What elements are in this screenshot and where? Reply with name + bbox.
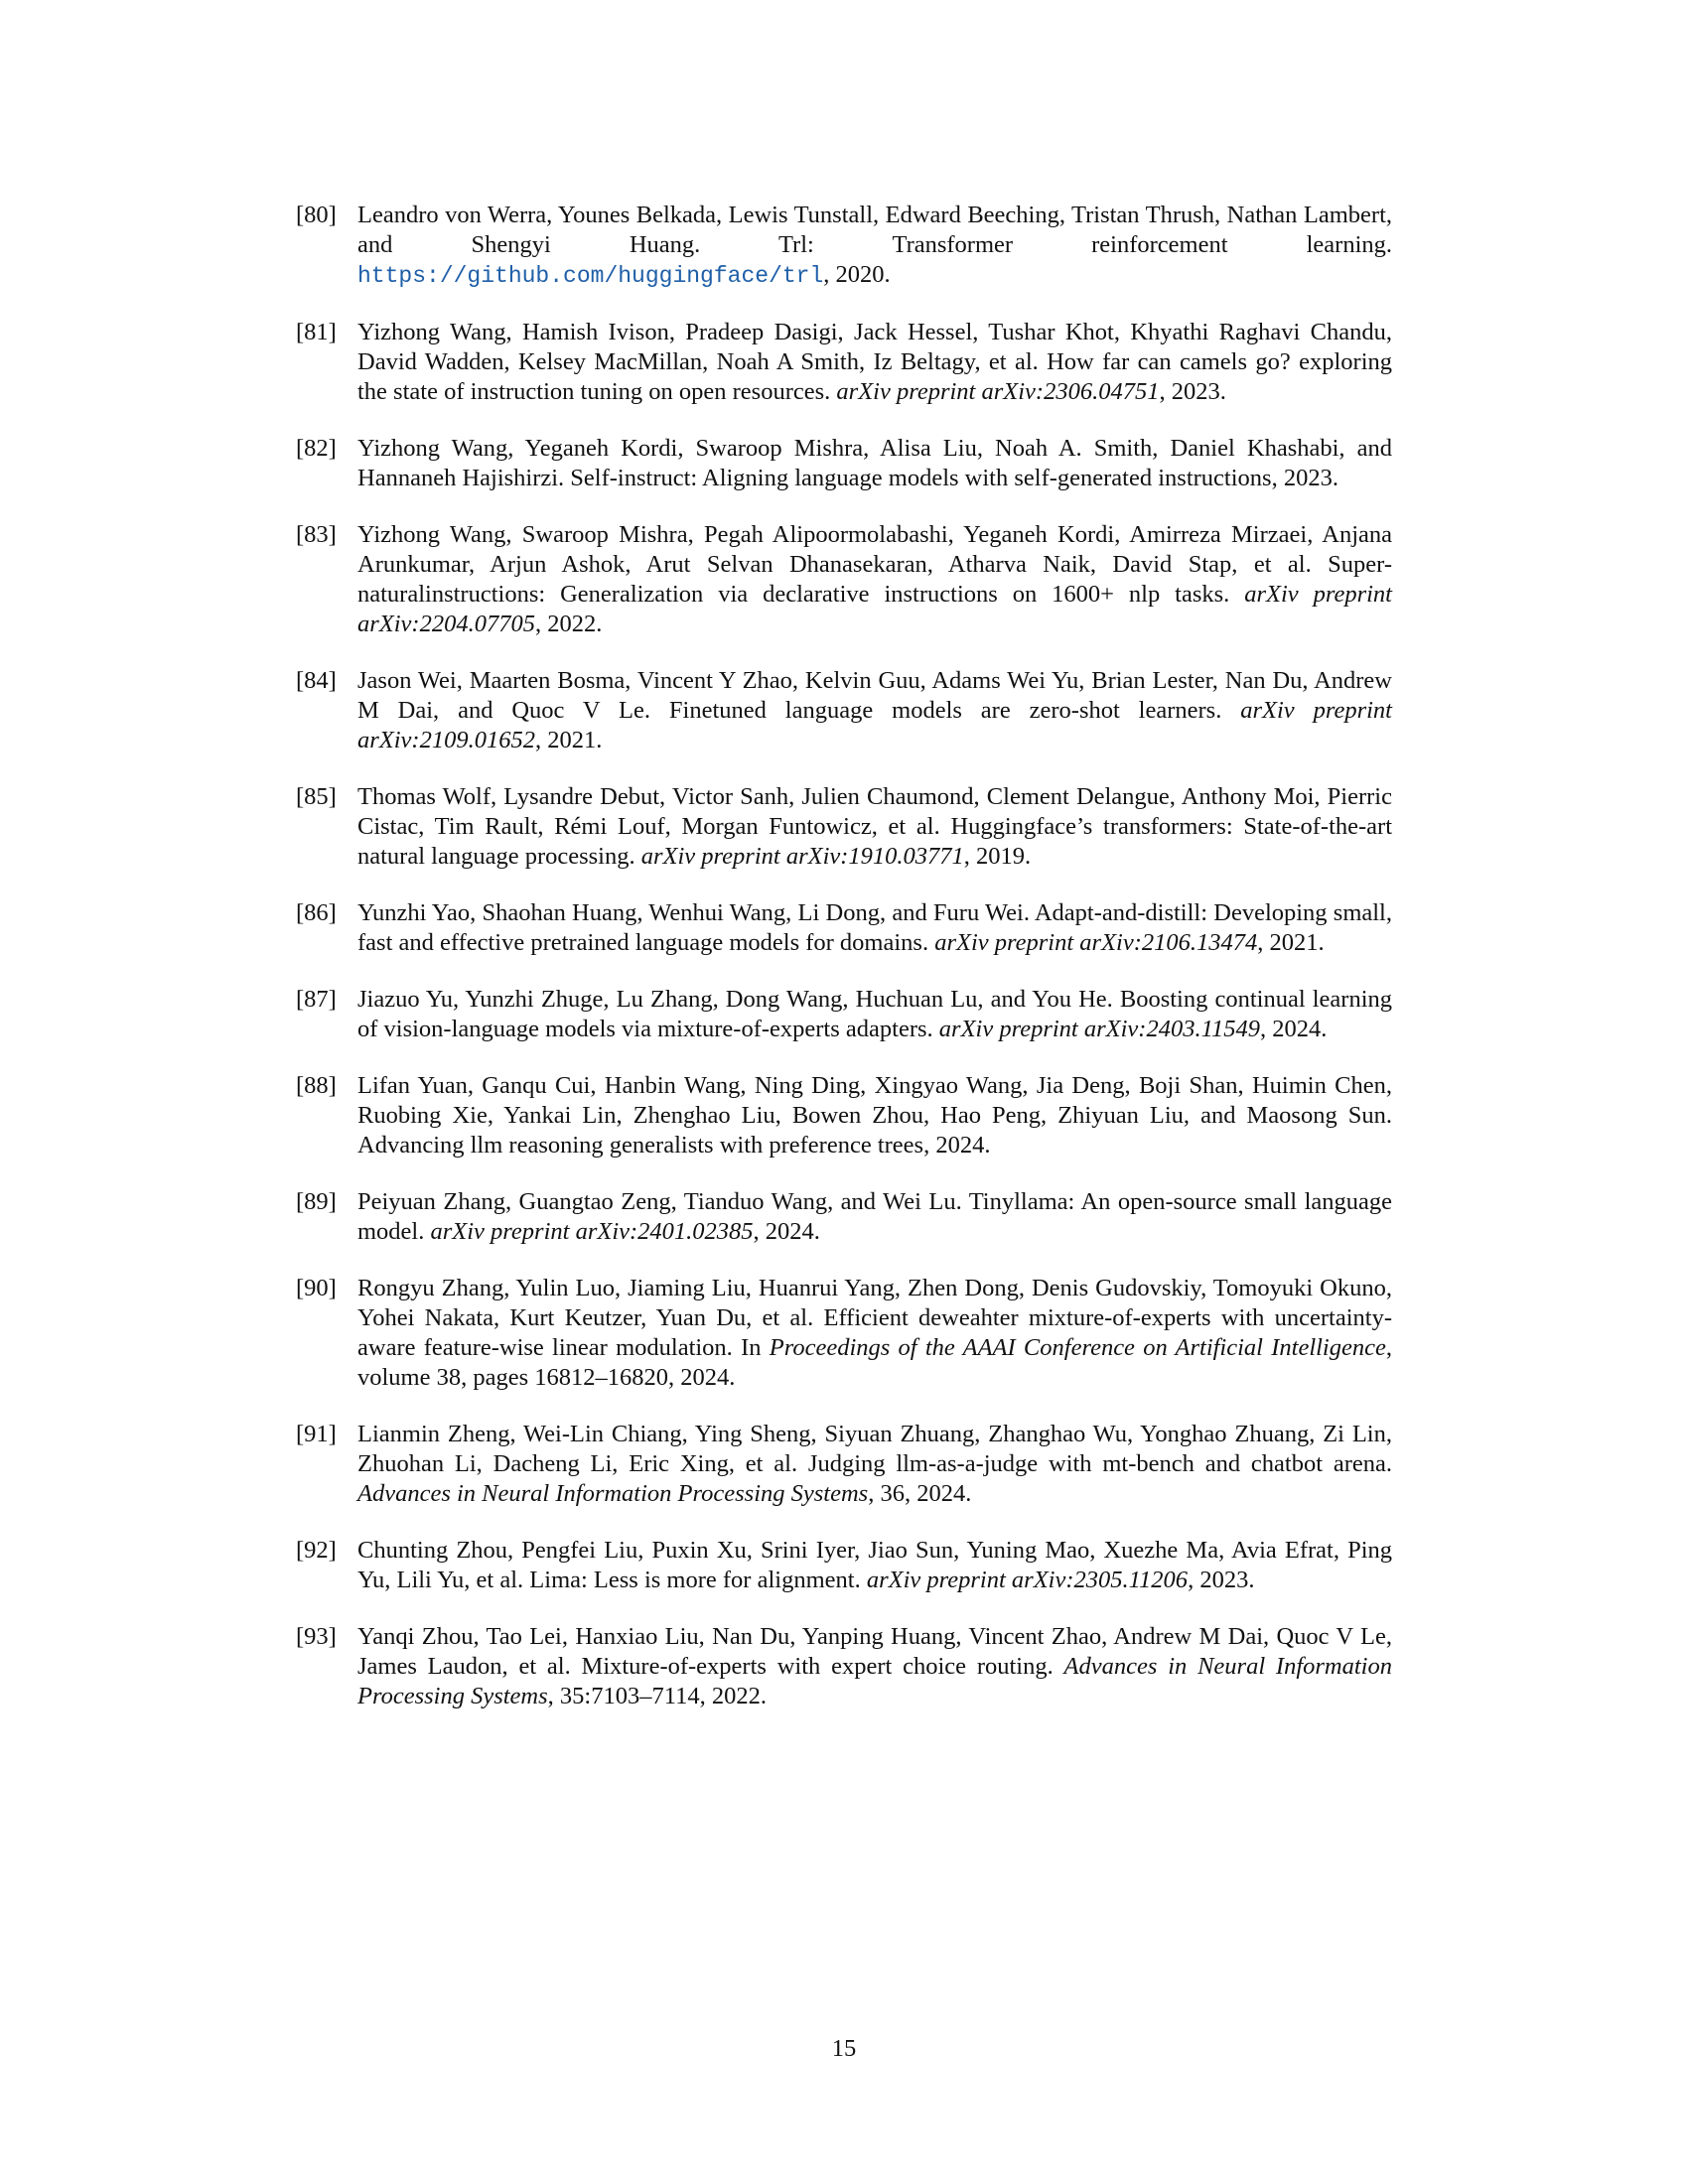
reference-venue: arXiv preprint arXiv:2204.07705	[357, 581, 1392, 637]
reference-segment: Yizhong Wang, Hamish Ivison, Pradeep Dasigi, Jack Hessel, Tushar Khot, Khyathi Raghavi Chandu, David Wadden, Kelsey MacMillan, Noah A Smith, Iz Beltagy, et al. How far can camels go? exploring the state of instruction tuning on open resources.	[357, 319, 1392, 405]
reference-item	[296, 1536, 1392, 1595]
reference-segment: Leandro von Werra, Younes Belkada, Lewis Tunstall, Edward Beeching, Tristan Thrush, Nathan Lambert, and Shengyi Huang. Trl: Transformer reinforcement learning.	[357, 202, 1392, 258]
reference-number: [91]	[296, 1421, 337, 1447]
reference-number: [92]	[296, 1537, 337, 1564]
reference-venue: arXiv preprint arXiv:2109.01652	[357, 697, 1392, 753]
reference-segment: Thomas Wolf, Lysandre Debut, Victor Sanh, Julien Chaumond, Clement Delangue, Anthony Moi, Pierric Cistac, Tim Rault, Rémi Louf, Morgan Funtowicz, et al. Huggingface’s transformers: State-of-the-art natural language processing.	[357, 783, 1392, 870]
reference-venue: arXiv preprint arXiv:2403.11549	[938, 1016, 1261, 1042]
reference-venue: arXiv preprint arXiv:2106.13474	[934, 929, 1258, 956]
reference-text	[357, 899, 1392, 956]
reference-item	[296, 1071, 1392, 1160]
reference-segment: Lianmin Zheng, Wei-Lin Chiang, Ying Sheng, Siyuan Zhuang, Zhanghao Wu, Yonghao Zhuang, Zi Lin, Zhuohan Li, Dacheng Li, Eric Xing, et al. Judging llm-as-a-judge with mt-bench and chatbot arena.	[357, 1421, 1392, 1477]
reference-item	[296, 520, 1392, 639]
reference-item	[296, 201, 1392, 291]
reference-segment: Yizhong Wang, Yeganeh Kordi, Swaroop Mishra, Alisa Liu, Noah A. Smith, Daniel Khashabi, and Hannaneh Hajishirzi. Self-instruct: Aligning language models with self-generated instructions, 2023.	[357, 435, 1392, 491]
reference-number: [81]	[296, 319, 337, 345]
reference-segment: , 35:7103–7114, 2022.	[547, 1683, 767, 1709]
reference-segment: , 2021.	[1257, 929, 1325, 956]
reference-segment: Yanqi Zhou, Tao Lei, Hanxiao Liu, Nan Du, Yanping Huang, Vincent Zhao, Andrew M Dai, Quoc V Le, James Laudon, et al. Mixture-of-experts with expert choice routing.	[357, 1623, 1392, 1680]
reference-number: [87]	[296, 986, 337, 1013]
reference-text	[357, 319, 1392, 405]
reference-text	[357, 986, 1392, 1042]
reference-number: [85]	[296, 783, 337, 810]
reference-segment: , 2024.	[1260, 1016, 1328, 1042]
reference-text	[357, 1188, 1392, 1245]
reference-segment: , 2022.	[534, 611, 603, 637]
reference-text	[357, 202, 1392, 288]
reference-item	[296, 1187, 1392, 1247]
reference-item	[296, 666, 1392, 755]
reference-segment: , 2023.	[1159, 378, 1226, 405]
reference-segment: , 2019.	[963, 843, 1032, 870]
reference-segment: Yizhong Wang, Swaroop Mishra, Pegah Alipoormolabashi, Yeganeh Kordi, Amirreza Mirzaei, Anjana Arunkumar, Arjun Ashok, Arut Selvan Dhanasekaran, Atharva Naik, David Stap, et al. Super-naturalinstructions: Generalization via declarative instructions on 1600+ nlp tasks.	[357, 521, 1392, 608]
reference-item	[296, 1420, 1392, 1509]
reference-segment: , 2024.	[753, 1218, 820, 1245]
reference-text	[357, 1421, 1392, 1507]
reference-item	[296, 434, 1392, 493]
reference-segment: Jason Wei, Maarten Bosma, Vincent Y Zhao, Kelvin Guu, Adams Wei Yu, Brian Lester, Nan Du, Andrew M Dai, and Quoc V Le. Finetuned language models are zero-shot learners.	[357, 667, 1392, 724]
reference-text	[357, 1275, 1392, 1391]
reference-text	[357, 521, 1392, 637]
reference-text	[357, 783, 1392, 870]
reference-segment: , 2020.	[823, 261, 891, 288]
reference-number: [80]	[296, 202, 337, 228]
reference-segment: Chunting Zhou, Pengfei Liu, Puxin Xu, Srini Iyer, Jiao Sun, Yuning Mao, Xuezhe Ma, Avia Efrat, Ping Yu, Lili Yu, et al. Lima: Less is more for alignment.	[357, 1537, 1392, 1593]
reference-number: [86]	[296, 899, 337, 926]
reference-text	[357, 667, 1392, 753]
page-number: 15	[831, 2035, 857, 2062]
reference-segment: , 2021.	[534, 727, 603, 753]
reference-link[interactable]: https://github.com/huggingface/trl	[357, 263, 824, 289]
reference-segment: Yunzhi Yao, Shaohan Huang, Wenhui Wang, Li Dong, and Furu Wei. Adapt-and-distill: Developing small, fast and effective pretrained language models for domains.	[357, 899, 1392, 956]
reference-segment: , volume 38, pages 16812–16820, 2024.	[357, 1334, 1392, 1391]
reference-venue: arXiv preprint arXiv:1910.03771	[640, 843, 964, 870]
reference-item	[296, 985, 1392, 1044]
reference-text	[357, 435, 1392, 491]
reference-segment: , 2023.	[1188, 1567, 1255, 1593]
reference-number: [84]	[296, 667, 337, 694]
reference-text	[357, 1072, 1392, 1159]
reference-venue: Advances in Neural Information Processing Systems	[357, 1480, 869, 1507]
reference-venue: arXiv preprint arXiv:2306.04751	[836, 378, 1160, 405]
reference-number: [88]	[296, 1072, 337, 1099]
reference-item	[296, 1274, 1392, 1393]
reference-item	[296, 898, 1392, 958]
reference-item	[296, 1622, 1392, 1711]
reference-item	[296, 318, 1392, 407]
reference-text	[357, 1623, 1392, 1709]
reference-venue: arXiv preprint arXiv:2401.02385	[430, 1218, 754, 1245]
reference-segment: Rongyu Zhang, Yulin Luo, Jiaming Liu, Huanrui Yang, Zhen Dong, Denis Gudovskiy, Tomoyuki Okuno, Yohei Nakata, Kurt Keutzer, Yuan Du, et al. Efficient deweahter mixture-of-experts with uncertainty-aware feature-wise linear modulation. In	[357, 1275, 1392, 1361]
reference-text	[357, 1537, 1392, 1593]
reference-number: [83]	[296, 521, 337, 548]
reference-venue: Proceedings of the AAAI Conference on Artificial Intelligence	[769, 1334, 1386, 1361]
reference-segment: Jiazuo Yu, Yunzhi Zhuge, Lu Zhang, Dong Wang, Huchuan Lu, and You He. Boosting continual learning of vision-language models via mixture-of-experts adapters.	[357, 986, 1392, 1042]
reference-number: [82]	[296, 435, 337, 462]
reference-venue: Advances in Neural Information Processing Systems	[357, 1653, 1392, 1709]
reference-list	[296, 201, 1392, 1738]
reference-item	[296, 782, 1392, 872]
reference-number: [89]	[296, 1188, 337, 1215]
reference-segment: Lifan Yuan, Ganqu Cui, Hanbin Wang, Ning Ding, Xingyao Wang, Jia Deng, Boji Shan, Huimin Chen, Ruobing Xie, Yankai Lin, Zhenghao Liu, Bowen Zhou, Hao Peng, Zhiyuan Liu, and Maosong Sun. Advancing llm reasoning generalists with preference trees, 2024.	[357, 1072, 1392, 1159]
reference-segment: Peiyuan Zhang, Guangtao Zeng, Tianduo Wang, and Wei Lu. Tinyllama: An open-source small language model.	[357, 1188, 1392, 1245]
reference-number: [90]	[296, 1275, 337, 1301]
reference-venue: arXiv preprint arXiv:2305.11206	[866, 1567, 1189, 1593]
reference-number: [93]	[296, 1623, 337, 1650]
reference-segment: , 36, 2024.	[868, 1480, 972, 1507]
